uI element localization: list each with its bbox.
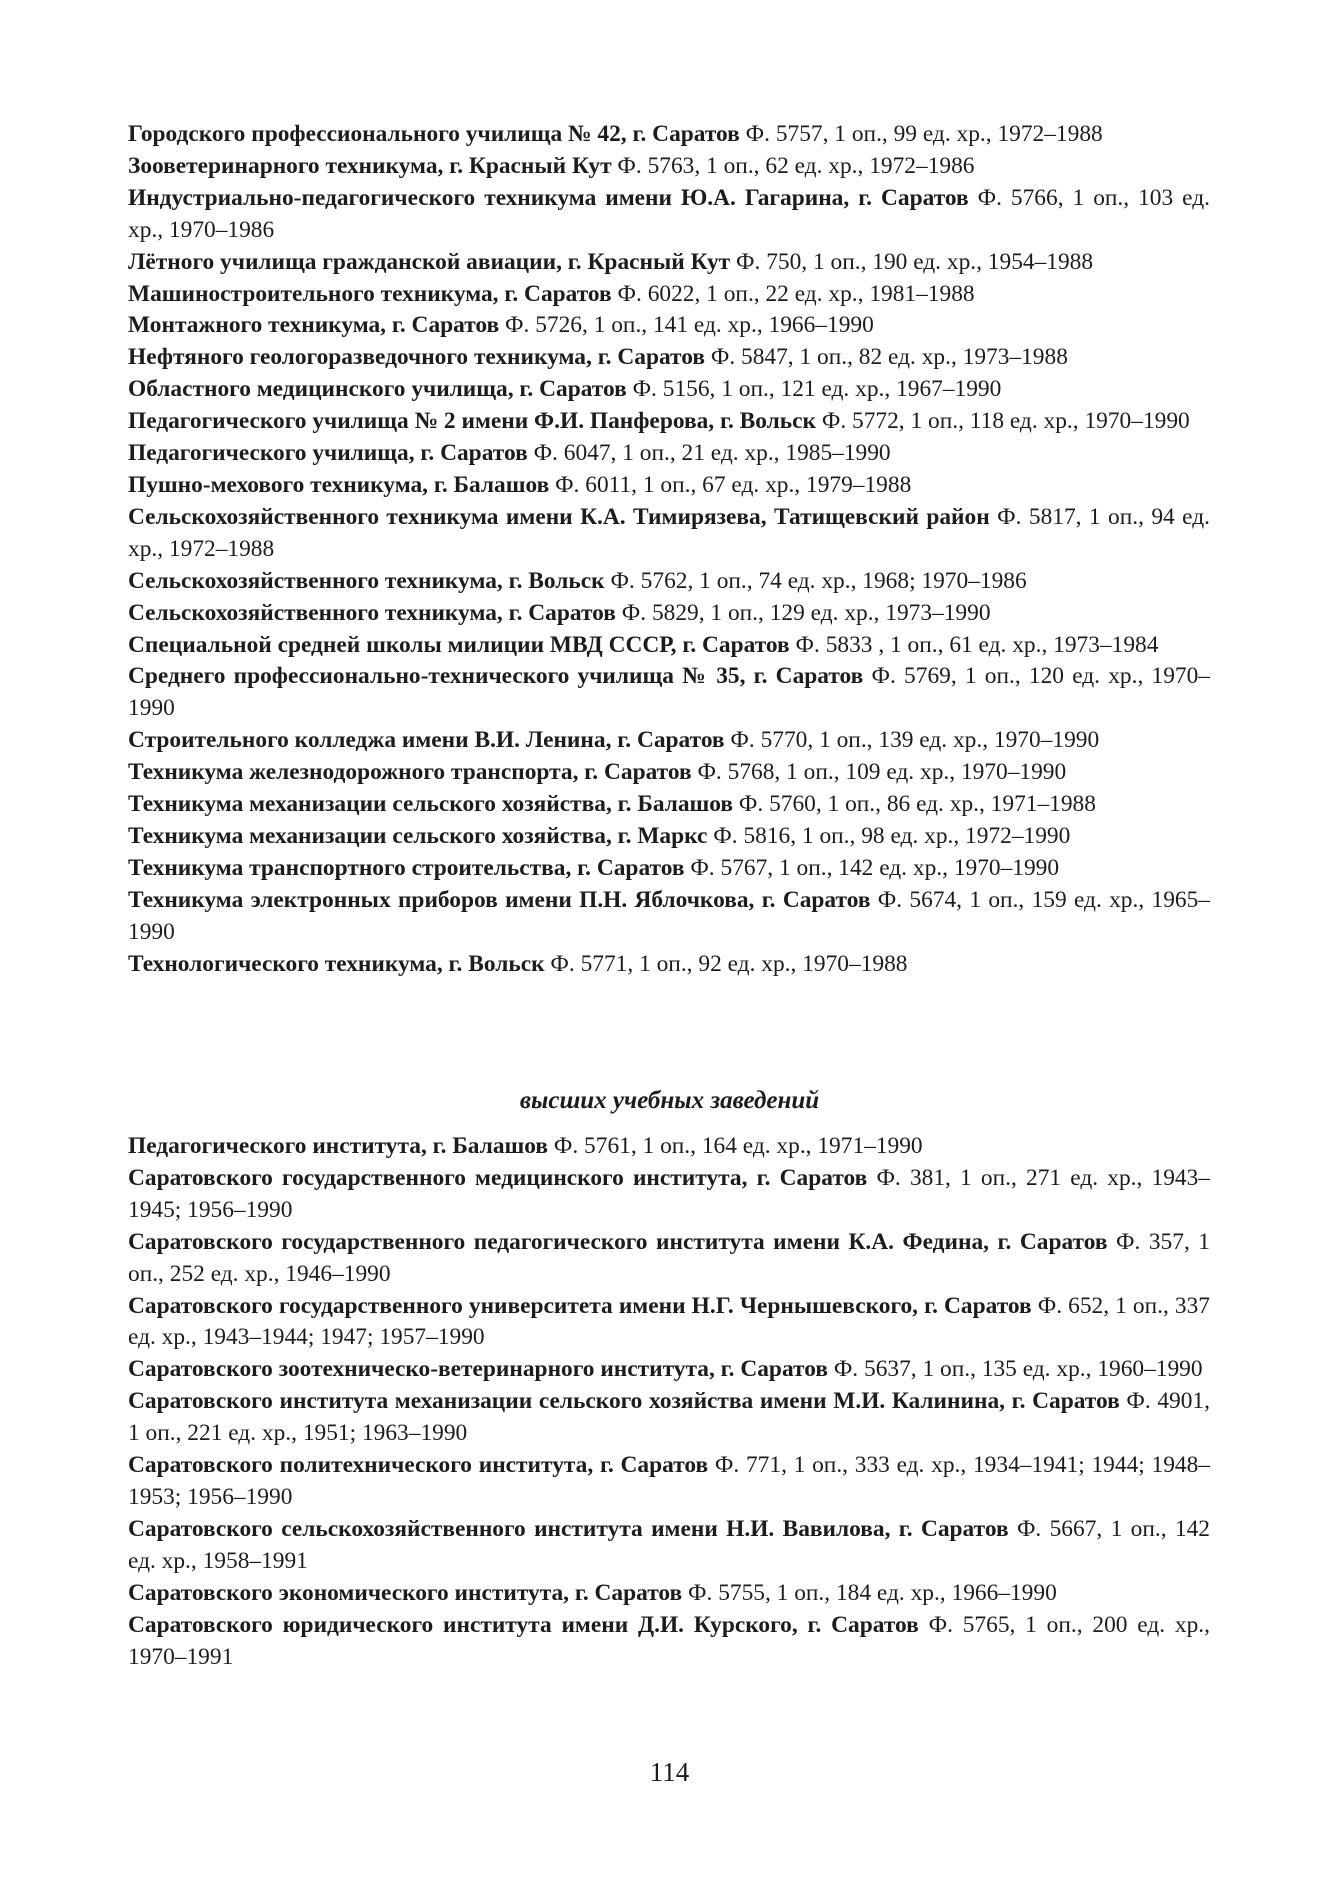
secondary-institutions-list: [128, 119, 1210, 980]
institution-name: Саратовского сельскохозяйственного института имени Н.И. Вавилова, г. Саратов: [128, 1515, 1009, 1542]
institution-name: Сельскохозяйственного техникума имени К.А. Тимирязева, Татищевский район: [128, 503, 990, 530]
institution-name: Областного медицинского училища, г. Саратов: [128, 376, 627, 403]
list-item: [128, 470, 1210, 502]
list-item: [128, 119, 1210, 151]
institution-name: Саратовского политехнического института, г. Саратов: [128, 1452, 709, 1479]
list-item: [128, 279, 1210, 311]
fund-details: Ф. 5667, 1 оп., 142 ед. хр., 1958–1991: [128, 1515, 1210, 1574]
institution-name: Технологического техникума, г. Вольск: [128, 950, 545, 977]
fund-details: Ф. 5762, 1 оп., 74 ед. хр., 1968; 1970–1986: [610, 567, 1027, 594]
institution-name: Городского профессионального училища № 42, г. Саратов: [128, 121, 740, 147]
list-item: [128, 438, 1210, 470]
list-item: [128, 502, 1210, 566]
fund-details: Ф. 5766, 1 оп., 103 ед. хр., 1970–1986: [128, 184, 1210, 243]
fund-details: Ф. 652, 1 оп., 337 ед. хр., 1943–1944; 1947; 1957–1990: [128, 1292, 1211, 1351]
fund-details: Ф. 5726, 1 оп., 141 ед. хр., 1966–1990: [505, 312, 874, 339]
fund-details: Ф. 5674, 1 оп., 159 ед. хр., 1965–1990: [128, 886, 1210, 945]
institution-name: Техникума механизации сельского хозяйства, г. Балашов: [128, 791, 734, 818]
list-item: [128, 1578, 1210, 1610]
fund-details: Ф. 5772, 1 оп., 118 ед. хр., 1970–1990: [821, 408, 1190, 435]
institution-name: Строительного колледжа имени В.И. Ленина, г. Саратов: [128, 727, 725, 754]
list-item: [128, 406, 1210, 438]
fund-details: Ф. 5847, 1 оп., 82 ед. хр., 1973–1988: [710, 344, 1068, 371]
institution-name: Зооветеринарного техникума, г. Красный Кут: [128, 152, 612, 179]
fund-details: Ф. 6022, 1 оп., 22 ед. хр., 1981–1988: [617, 280, 975, 307]
fund-details: Ф. 5757, 1 оп., 99 ед. хр., 1972–1988: [745, 121, 1103, 147]
institution-name: Техникума транспортного строительства, г. Саратов: [128, 854, 685, 881]
institution-name: Саратовского института механизации сельского хозяйства имени М.И. Калинина, г. Саратов: [128, 1388, 1120, 1415]
institution-name: Техникума железнодорожного транспорта, г. Саратов: [128, 759, 692, 786]
list-item: [128, 151, 1210, 183]
section-heading: высших учебных заведений: [519, 1087, 820, 1114]
institution-name: Сельскохозяйственного техникума, г. Саратов: [128, 599, 616, 626]
fund-details: Ф. 5829, 1 оп., 129 ед. хр., 1973–1990: [621, 599, 991, 626]
list-item: [128, 661, 1210, 725]
fund-details: Ф. 6011, 1 оп., 67 ед. хр., 1979–1988: [555, 471, 912, 498]
list-item: [128, 821, 1210, 853]
list-item: [128, 1610, 1210, 1674]
list-item: [128, 725, 1210, 757]
list-item: [128, 342, 1210, 374]
fund-details: Ф. 5763, 1 оп., 62 ед. хр., 1972–1986: [617, 152, 975, 179]
list-item: [128, 757, 1210, 789]
list-item: [128, 183, 1210, 247]
fund-details: Ф. 5768, 1 оп., 109 ед. хр., 1970–1990: [697, 759, 1067, 786]
fund-details: Ф. 381, 1 оп., 271 ед. хр., 1943–1945; 1956–1990: [128, 1164, 1210, 1223]
fund-details: Ф. 6047, 1 оп., 21 ед. хр., 1985–1990: [533, 440, 891, 467]
institution-name: Саратовского государственного педагогического института имени К.А. Федина, г. Саратов: [128, 1228, 1108, 1255]
institution-name: Техникума механизации сельского хозяйства, г. Маркс: [128, 822, 708, 849]
list-item: [128, 1227, 1210, 1291]
fund-details: Ф. 5769, 1 оп., 120 ед. хр., 1970–1990: [128, 663, 1210, 722]
institution-name: Сельскохозяйственного техникума, г. Вольск: [128, 567, 605, 594]
list-item: [128, 1450, 1210, 1514]
list-item: [128, 247, 1210, 279]
list-item: [128, 630, 1210, 662]
institution-name: Машиностроительного техникума, г. Саратов: [128, 280, 612, 307]
higher-institutions-list: [128, 1131, 1210, 1673]
list-item: [128, 1163, 1210, 1227]
fund-details: Ф. 5770, 1 оп., 139 ед. хр., 1970–1990: [730, 727, 1100, 754]
fund-details: Ф. 5771, 1 оп., 92 ед. хр., 1970–1988: [550, 950, 908, 977]
list-item: [128, 789, 1210, 821]
list-item: [128, 1514, 1210, 1578]
page-number: 114: [649, 1757, 690, 1787]
institution-name: Специальной средней школы милиции МВД СССР, г. Саратов: [128, 631, 790, 658]
list-item: [128, 1354, 1210, 1386]
institution-name: Саратовского зоотехническо-ветеринарного института, г. Саратов: [128, 1356, 828, 1383]
fund-details: Ф. 5767, 1 оп., 142 ед. хр., 1970–1990: [690, 854, 1060, 881]
institution-name: Индустриально-педагогического техникума имени Ю.А. Гагарина, г. Саратов: [128, 184, 969, 211]
institution-name: Саратовского государственного медицинского института, г. Саратов: [128, 1164, 868, 1191]
list-item: [128, 598, 1210, 630]
fund-details: Ф. 771, 1 оп., 333 ед. хр., 1934–1941; 1944; 1948–1953; 1956–1990: [128, 1452, 1210, 1510]
list-item: [128, 374, 1210, 406]
fund-details: Ф. 5833 , 1 оп., 61 ед. хр., 1973–1984: [795, 631, 1159, 658]
fund-details: Ф. 5755, 1 оп., 184 ед. хр., 1966–1990: [688, 1579, 1057, 1606]
list-item: [128, 566, 1210, 598]
fund-details: Ф. 750, 1 оп., 190 ед. хр., 1954–1988: [736, 248, 1094, 275]
fund-details: Ф. 5156, 1 оп., 121 ед. хр., 1967–1990: [632, 376, 1002, 403]
institution-name: Пушно-мехового техникума, г. Балашов: [128, 471, 550, 498]
institution-name: Нефтяного геологоразведочного техникума, г. Саратов: [128, 344, 705, 371]
list-item: [128, 885, 1210, 949]
fund-details: Ф. 5817, 1 оп., 94 ед. хр., 1972–1988: [128, 503, 1210, 562]
institution-name: Саратовского юридического института имени Д.И. Курского, г. Саратов: [128, 1611, 919, 1638]
fund-details: Ф. 5637, 1 оп., 135 ед. хр., 1960–1990: [833, 1356, 1203, 1383]
institution-name: Техникума электронных приборов имени П.Н. Яблочкова, г. Саратов: [128, 886, 871, 913]
fund-details: Ф. 5765, 1 оп., 200 ед. хр., 1970–1991: [128, 1611, 1210, 1670]
fund-details: Ф. 5761, 1 оп., 164 ед. хр., 1971–1990: [553, 1133, 923, 1159]
fund-details: Ф. 5816, 1 оп., 98 ед. хр., 1972–1990: [713, 822, 1071, 849]
institution-name: Саратовского экономического института, г. Саратов: [128, 1579, 683, 1606]
institution-name: Лётного училища гражданской авиации, г. Красный Кут: [128, 248, 731, 275]
fund-details: Ф. 4901, 1 оп., 221 ед. хр., 1951; 1963–1990: [128, 1388, 1210, 1447]
institution-name: Педагогического училища № 2 имени Ф.И. Панферова, г. Вольск: [128, 408, 816, 435]
institution-name: Саратовского государственного университета имени Н.Г. Чернышевского, г. Саратов: [128, 1292, 1032, 1319]
list-item: [128, 310, 1210, 342]
institution-name: Педагогического института, г. Балашов: [128, 1133, 549, 1159]
list-item: [128, 1386, 1210, 1450]
list-item: [128, 1291, 1210, 1355]
fund-details: Ф. 357, 1 оп., 252 ед. хр., 1946–1990: [128, 1228, 1211, 1287]
fund-details: Ф. 5760, 1 оп., 86 ед. хр., 1971–1988: [738, 791, 1096, 818]
institution-name: Педагогического училища, г. Саратов: [128, 440, 528, 467]
list-item: [128, 949, 1210, 981]
list-item: [128, 1131, 1210, 1163]
institution-name: Среднего профессионально-технического училища № 35, г. Саратов: [128, 663, 864, 690]
institution-name: Монтажного техникума, г. Саратов: [128, 312, 500, 339]
list-item: [128, 853, 1210, 885]
